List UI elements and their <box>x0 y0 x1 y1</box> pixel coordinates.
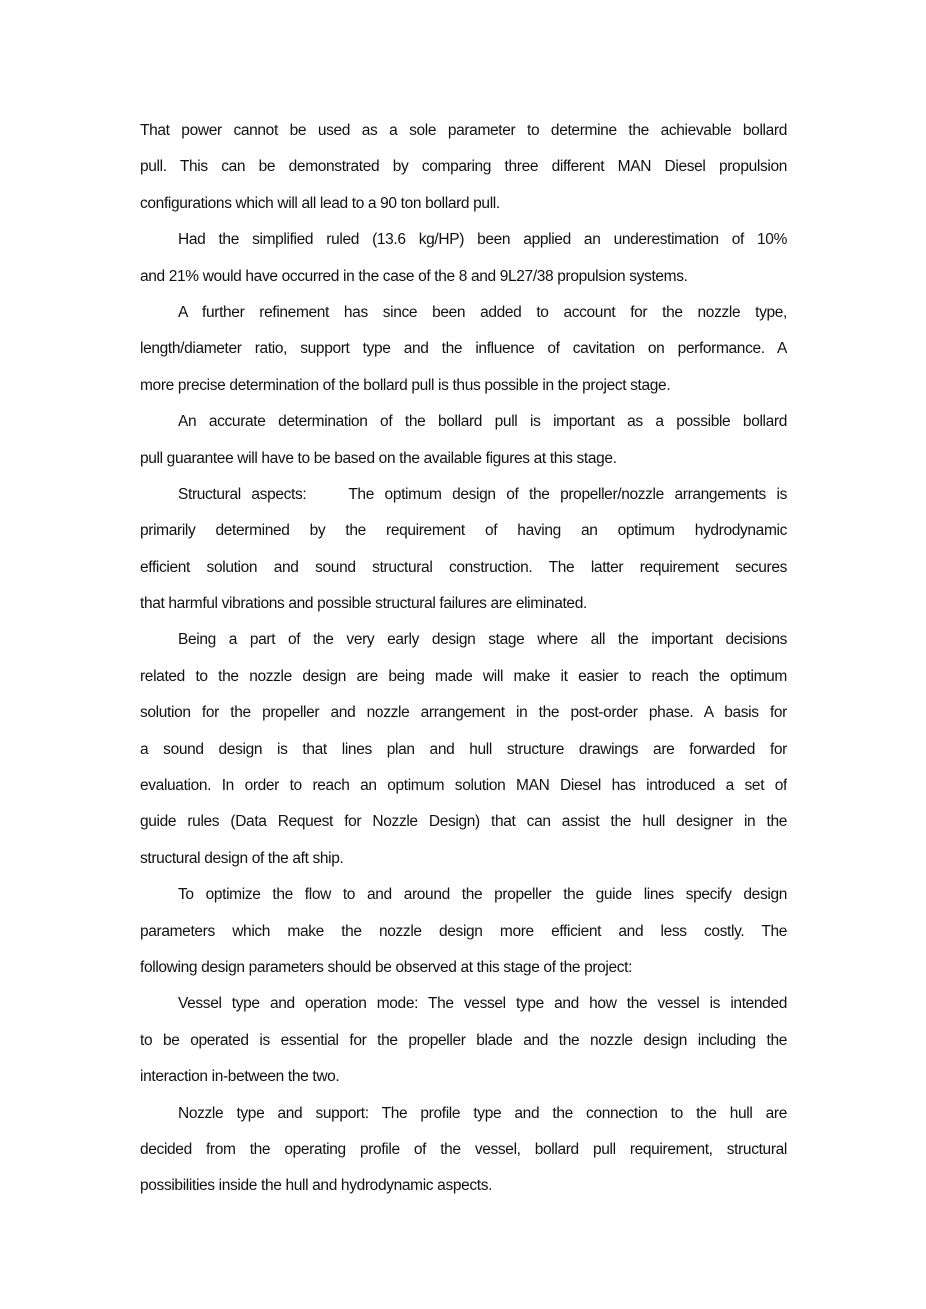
text-line: Being a part of the very early design stage where all the important decisions <box>178 631 787 649</box>
text-line: structural design of the aft ship. <box>140 849 344 867</box>
text-line: A further refinement has since been added to account for the nozzle type, <box>178 303 787 321</box>
paragraph <box>140 113 787 222</box>
text-line: An accurate determination of the bollard pull is important as a possible bollard <box>178 413 787 431</box>
paragraph <box>140 477 787 623</box>
text-line: that harmful vibrations and possible structural failures are eliminated. <box>140 595 587 613</box>
text-line: To optimize the flow to and around the propeller the guide lines specify design <box>178 886 787 904</box>
paragraph <box>140 986 787 1095</box>
text-line: primarily determined by the requirement of having an optimum hydrodynamic <box>140 522 787 540</box>
text-line: interaction in-between the two. <box>140 1068 340 1086</box>
text-line: more precise determination of the bollard pull is thus possible in the project stage. <box>140 376 671 394</box>
text-line: and 21% would have occurred in the case of the 8 and 9L27/38 propulsion systems. <box>140 267 688 285</box>
text-line: solution for the propeller and nozzle arrangement in the post-order phase. A basis for <box>140 704 787 722</box>
paragraph <box>140 622 787 877</box>
text-line: guide rules (Data Request for Nozzle Design) that can assist the hull designer in the <box>140 813 787 831</box>
text-line: Vessel type and operation mode: The vessel type and how the vessel is intended <box>178 995 787 1013</box>
text-line: to be operated is essential for the propeller blade and the nozzle design including the <box>140 1031 787 1049</box>
paragraph <box>140 1096 787 1205</box>
text-line: Had the simplified ruled (13.6 kg/HP) been applied an underestimation of 10% <box>178 231 787 249</box>
text-line: following design parameters should be observed at this stage of the project: <box>140 958 633 976</box>
paragraph <box>140 222 787 295</box>
text-line: That power cannot be used as a sole parameter to determine the achievable bollard <box>140 122 787 139</box>
text-line: related to the nozzle design are being made will make it easier to reach the optimum <box>140 667 787 685</box>
text-line: evaluation. In order to reach an optimum solution MAN Diesel has introduced a set of <box>140 777 787 795</box>
text-line: Nozzle type and support: The profile type and the connection to the hull are <box>178 1104 787 1122</box>
text-line: efficient solution and sound structural construction. The latter requirement secures <box>140 558 787 576</box>
text-line: Structural aspects: The optimum design of the propeller/nozzle arrangements is <box>178 485 787 503</box>
text-line: length/diameter ratio, support type and the influence of cavitation on performance. A <box>140 340 787 358</box>
text-line: pull guarantee will have to be based on the available figures at this stage. <box>140 449 617 467</box>
paragraph <box>140 404 787 477</box>
paragraph <box>140 295 787 404</box>
text-line: a sound design is that lines plan and hull structure drawings are forwarded for <box>140 740 787 758</box>
text-line: decided from the operating profile of the vessel, bollard pull requirement, structural <box>140 1140 787 1158</box>
text-line: configurations which will all lead to a 90 ton bollard pull. <box>140 194 500 212</box>
paragraph <box>140 877 787 986</box>
text-line: pull. This can be demonstrated by comparing three different MAN Diesel propulsion <box>140 158 787 176</box>
document-page <box>140 113 787 1205</box>
text-line: parameters which make the nozzle design more efficient and less costly. The <box>140 922 787 940</box>
text-line: possibilities inside the hull and hydrodynamic aspects. <box>140 1177 493 1195</box>
